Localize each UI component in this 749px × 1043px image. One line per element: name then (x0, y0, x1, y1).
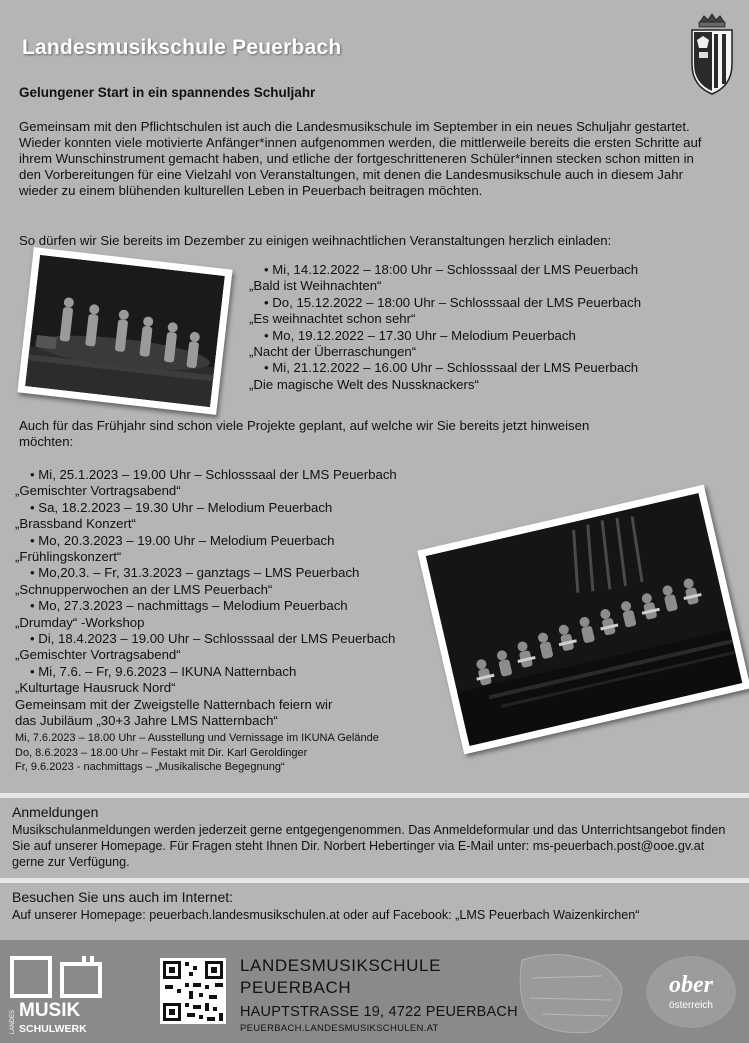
event-date: • Mi, 7.6. – Fr, 9.6.2023 – IKUNA Natternbach (30, 663, 297, 679)
december-invitation: So dürfen wir Sie bereits im Dezember zu einigen weihnachtlichen Veranstaltungen herzlich einladen: (19, 233, 612, 248)
section-divider (0, 878, 749, 883)
detail-line: Mi, 7.6.2023 – 18.00 Uhr – Ausstellung und Vernissage im IKUNA Gelände (15, 732, 379, 744)
jubilee-line: das Jubiläum „30+3 Jahre LMS Natternbach“ (15, 713, 278, 729)
jubilee-details (15, 731, 379, 775)
registration-text: Musikschulanmeldungen werden jederzeit gerne entgegengenommen. Das Anmeldeformular und das Unterrichtsangebot finden Sie auf unserer Homepage. Für Fragen steht Ihnen Dir. Norbert Hebertinger via E-Mail unter: ms-peuerbach.post@ooe.gv.at gerne zur Verfügung. (12, 823, 726, 869)
detail-line: Fr, 9.6.2023 - nachmittags – „Musikalische Begegnung“ (15, 761, 285, 774)
december-event-list (249, 262, 689, 393)
event-title: „Es weihnachtet schon sehr“ (249, 311, 416, 327)
event-title: „Gemischter Vortragsabend“ (15, 647, 181, 663)
concert-photo-small (17, 247, 232, 415)
event-title: „Brassband Konzert“ (15, 516, 136, 532)
school-location: PEUERBACH (240, 978, 352, 997)
ober-subtext: österreich (669, 1000, 713, 1011)
event-title: „Bald ist Weihnachten“ (249, 278, 382, 294)
internet-heading: Besuchen Sie uns auch im Internet: (12, 889, 234, 905)
jubilee-line: Gemeinsam mit der Zweigstelle Natternbach feiern wir (15, 696, 333, 712)
internet-text: Auf unserer Homepage: peuerbach.landesmusikschulen.at oder auf Facebook: „LMS Peuerbach Waizenkirchen“ (12, 908, 640, 922)
intro-paragraph: Gemeinsam mit den Pflichtschulen ist auch die Landesmusikschule im September in ein neues Schuljahr gestartet. Wieder konnten viele motivierte Anfänger*innen aufgenommen werden, die mittlerweile bereits die ersten Schritte auf ihrem Wunschinstrument gemacht haben, und etliche der fortgeschritteneren Schüler*innen stecken schon mitten in den Vorbereitungen für eine Vielzahl von Veranstaltungen, mit denen die Landesmusikschule auch in diesem Jahr wieder zu einem blühenden kulturellen Leben in Peuerbach beitragen möchten. (19, 119, 702, 198)
event-title: „Schnupperwochen an der LMS Peuerbach“ (15, 581, 273, 597)
event-title: „Frühlingskonzert“ (15, 549, 122, 565)
orchestra-photo-large (417, 485, 749, 755)
logo-subtext: SCHULWERK (19, 1023, 87, 1035)
event-date: • Do, 15.12.2022 – 18:00 Uhr – Schlosssaal der LMS Peuerbach (264, 294, 642, 310)
qr-code-icon (160, 958, 226, 1024)
event-date: • Mi, 21.12.2022 – 16.00 Uhr – Schlosssaal der LMS Peuerbach (264, 360, 639, 376)
school-website[interactable]: PEUERBACH.LANDESMUSIKSCHULEN.AT (240, 1023, 439, 1034)
region-map-icon (512, 948, 630, 1038)
event-title: „Nacht der Überraschungen“ (249, 344, 417, 360)
musikschulwerk-logo (8, 954, 108, 1036)
spring-event-list (15, 467, 445, 730)
event-date: • Di, 18.4.2023 – 19.00 Uhr – Schlosssaal der LMS Peuerbach (30, 631, 396, 647)
event-date: • Mo, 27.3.2023 – nachmittags – Melodium Peuerbach (30, 598, 348, 614)
event-title: „Gemischter Vortragsabend“ (15, 483, 181, 499)
section-divider (0, 793, 749, 798)
ober-wordmark: ober (669, 972, 713, 998)
detail-line: Do, 8.6.2023 – 18.00 Uhr – Festakt mit Dir. Karl Geroldinger (15, 746, 308, 759)
event-title: „Drumday“ -Workshop (15, 614, 145, 630)
logo-side-text: LANDES (10, 1009, 16, 1034)
logo-text: MUSIK (19, 1000, 81, 1021)
oberoesterreich-logo (644, 952, 738, 1032)
registration-heading: Anmeldungen (12, 804, 99, 820)
event-title: „Kulturtage Hausruck Nord“ (15, 680, 176, 696)
event-date: • Mo, 20.3.2023 – 19.00 Uhr – Melodium Peuerbach (30, 532, 335, 548)
section-subtitle: Gelungener Start in ein spannendes Schuljahr (19, 85, 316, 100)
event-date: • Sa, 18.2.2023 – 19.30 Uhr – Melodium Peuerbach (30, 499, 333, 515)
coat-of-arms-icon (688, 12, 736, 96)
event-date: • Mo, 19.12.2022 – 17.30 Uhr – Melodium Peuerbach (264, 327, 576, 343)
event-date: • Mo,20.3. – Fr, 31.3.2023 – ganztags – LMS Peuerbach (30, 565, 360, 581)
spring-intro: Auch für das Frühjahr sind schon viele Projekte geplant, auf welche wir Sie bereits jetzt hinweisen möchten: (19, 418, 590, 449)
event-title: „Die magische Welt des Nussknackers“ (249, 376, 479, 392)
school-address: HAUPTSTRASSE 19, 4722 PEUERBACH (240, 1004, 518, 1020)
page-title: Landesmusikschule Peuerbach (22, 36, 342, 59)
event-date: • Mi, 14.12.2022 – 18:00 Uhr – Schlosssaal der LMS Peuerbach (264, 262, 639, 277)
event-date: • Mi, 25.1.2023 – 19.00 Uhr – Schlosssaal der LMS Peuerbach (30, 467, 397, 482)
school-name: LANDESMUSIKSCHULE (240, 956, 442, 975)
footer (0, 940, 749, 1043)
